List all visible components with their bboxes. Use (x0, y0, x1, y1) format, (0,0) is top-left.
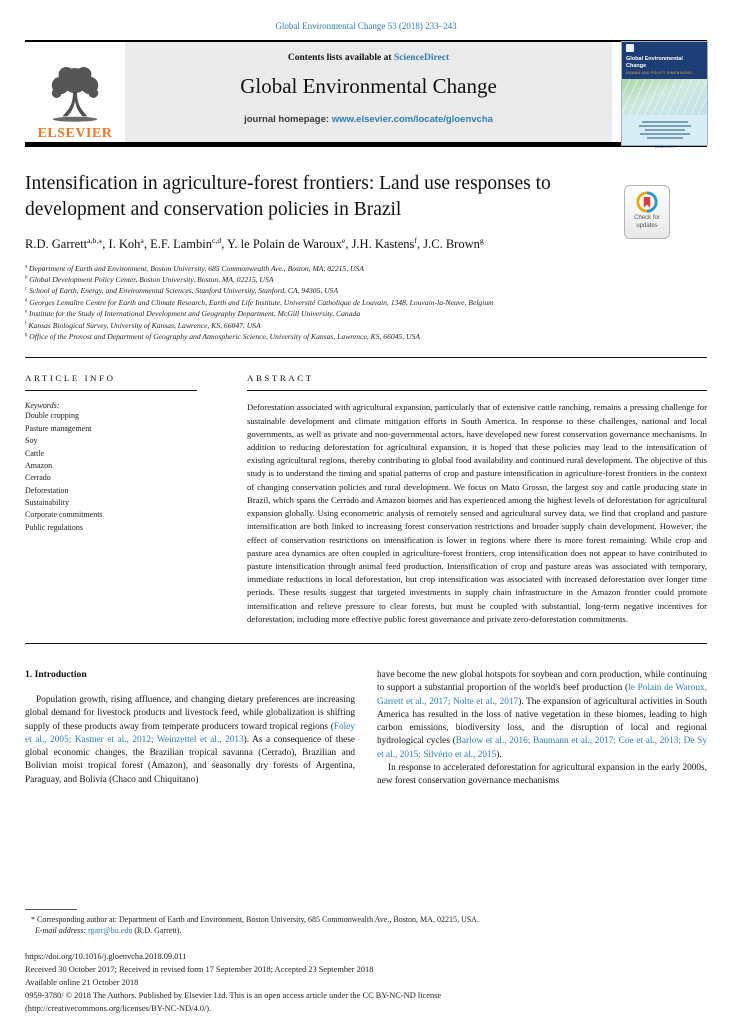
copyright-line: 0959-3780/ © 2018 The Authors. Published by Elsevier Ltd. This is an open access article under the CC BY-NC-ND license (25, 990, 442, 1000)
cover-artwork (622, 79, 707, 115)
crossmark-icon (636, 191, 658, 213)
article-info-heading: ARTICLE INFO (25, 373, 116, 384)
keyword: Cerrado (25, 473, 51, 483)
affiliation: $^f$ Kansas Biological Survey, University of Kansas, Lawrence, KS, 66047, USA (25, 320, 261, 330)
affiliation: $^e$ Institute for the Study of International Development and Geography Department, McGill University, Canada (25, 309, 361, 319)
article-info-rule (25, 390, 197, 391)
elsevier-wordmark: ELSEVIER (37, 126, 113, 141)
article-title: Intensification in agriculture-forest frontiers: Land use responses to development and conservation policies in Brazil (25, 173, 551, 221)
affiliation: $^c$ School of Earth, Energy, and Environmental Sciences, Stanford University, Stanford, CA, 94305, USA (25, 286, 339, 296)
keyword: Public regulations (25, 522, 83, 532)
introduction-paragraph: Population growth, rising affluence, and changing dietary preferences are increasing global demand for livestock products and livestock feed, while globalization is shifting supply of these products away from temperate producers toward tropical regions (Foley et al., 2005; Kastner et al., 2012; Weinzettel et al., 2013). As a consequence of these global economic changes, the Brazilian tropical savanna (Cerrado), Brazilian and Bolivian moist tropical forest (Amazon), and seasonally dry forests of Argentina, Paraguay, and Bolivia (Chaco and Chiquitano) (25, 695, 356, 785)
abstract-heading: ABSTRACT (247, 373, 314, 384)
check-badge-label: Check for updates (634, 215, 660, 229)
corresponding-author-note: * Corresponding author at: Department of Earth and Environment, Boston University, 685 Commonwealth Ave., Boston, MA, 02215, USA. (31, 914, 479, 924)
abstract-column (247, 373, 707, 626)
abstract-section-end-rule (25, 643, 707, 644)
introduction-paragraph: have become the new global hotspots for soybean and corn production, while continuing to support a substantial proportion of the world's beef production (le Polain de Waroux, Garrett et al., 2017; Nolte et al., 2017). The expansion of agricultural activities in South America has resulted in the loss of native vegetation in these biomes, leading to high carbon emissions, biodiversity loss, and the disruption of local and regional hydrological cycles (Barlow et al., 2016; Baumann et al., 2017; Coe et al., 2013; De Sy et al., 2015; Silvério et al., 2015). (377, 670, 708, 760)
body-left-column (25, 669, 355, 789)
affiliation: $^a$ Department of Earth and Environment, Boston University, 685 Commonwealth Ave., Boston, MA, 02215, USA (25, 263, 364, 273)
introduction-heading: 1. Introduction (25, 669, 87, 681)
received-dates-line: Received 30 October 2017; Received in revised form 17 September 2018; Accepted 23 September 2018 (25, 964, 374, 974)
page-footer (25, 909, 707, 1015)
journal-masthead (25, 40, 707, 147)
keyword: Double cropping (25, 411, 79, 421)
abstract-text: Deforestation associated with agricultural expansion, particularly that of extensive cattle ranching, remains a pressing challenge for sustainable development and climate mitigation efforts in South America. In response to these challenges, national and local governments, as well as private and non-governmental actors, have developed new forest conservation governance mechanisms. In addition to reducing deforestation for agricultural expansion, it is hoped that these policies may lead to the intensification of existing agricultural regions, thereby contributing to global food availability and continued rural development. The objective of this study is to understand the timing and spatial patterns of crop and pasture intensification in agriculture-forest frontiers in the context of changing conservation policies and rural development. We focus on Mato Grosso, the largest soy and cattle producing state in Brazil, which spans the Cerrado and Amazon biomes and has experienced among the highest levels of deforestation for agricultural expansion globally. Using econometric analysis of remotely sensed and agricultural survey data, we find that cropland and pasture intensification are both linked to increasing forest conservation restrictions and broader supply chain development. However, the effect of conservation restrictions on intensification is lower in regions where there is more forest remaining. While crop and pasture area dynamics are often coupled in agriculture-forest frontiers, crop intensification does not appear to have contributed to pasture intensification through animal feed production. Intensification of crop and pasture areas was associated with temporary, immediate reductions in local deforestation, but crop intensification was associated with increased deforestation over longer time periods. These results suggest that targeted investments in supply chain infrastructure in the Amazon frontier could promote intensification and relieve pressure to clear forests, but must be coupled with substantial, long-term negative incentives for deforestation, including more effective public forest governance and private zero-deforestation commitments. (247, 402, 707, 624)
sciencedirect-link[interactable]: ScienceDirect (393, 53, 450, 63)
check-for-updates-badge[interactable] (624, 185, 670, 239)
body-right-column (377, 669, 707, 789)
affiliation: $^d$ Georges Lemaître Centre for Earth and Climate Research, Earth and Life Institute, Université Catholique de Louvain, 1348, Louvain-la-Neuve, Belgium (25, 297, 494, 307)
cover-publisher: ELSEVIER (654, 144, 675, 149)
footnote-rule (25, 909, 77, 910)
title-section-rule (25, 357, 707, 358)
affiliation: $^g$ Office of the Provost and Department of Geography and Atmospheric Science, University of Kansas, Lawrence, KS, 66045, USA (25, 331, 420, 341)
journal-citation-header[interactable]: Global Environmental Change 53 (2018) 233–243 (275, 21, 457, 31)
keyword: Amazon (25, 460, 53, 470)
license-line: (http://creativecommons.org/licenses/BY-NC-ND/4.0/). (25, 1003, 212, 1013)
elsevier-logo (25, 42, 125, 142)
affiliations-block (25, 263, 707, 343)
cover-title: Global Environmental Change (626, 56, 683, 69)
cover-subtitle: HUMAN AND POLICY DIMENSIONS (626, 71, 692, 76)
email-address-line: E-mail address: rgarr@bu.edu (R.D. Garrett). (35, 926, 182, 936)
journal-homepage-link[interactable]: www.elsevier.com/locate/gloenvcha (331, 114, 493, 125)
cover-logo-icon (626, 44, 634, 52)
journal-title: Global Environmental Change (240, 74, 497, 98)
keywords-label: Keywords: (25, 401, 60, 411)
citation-link[interactable]: Foley et al., 2005; Kastner et al., 2012; Weinzettel et al., 2013 (25, 721, 355, 745)
keyword: Deforestation (25, 485, 69, 495)
citation-link[interactable]: Barlow et al., 2016; Baumann et al., 2017; Coe et al., 2013; De Sy et al., 2015; Silvério et al., 2015 (377, 736, 707, 760)
masthead-center-panel (125, 42, 612, 142)
introduction-paragraph: In response to accelerated deforestation for agricultural expansion in the early 2000s, new forest conservation governance mechanisms (377, 763, 707, 787)
masthead-bottom-rule (25, 142, 707, 147)
citation-link[interactable]: rgarr@bu.edu (88, 926, 133, 936)
affiliation: $^b$ Global Development Policy Center, Boston University, Boston, MA, 02215, USA (25, 275, 274, 285)
keyword: Soy (25, 436, 38, 446)
cover-text-lines (622, 115, 707, 149)
available-online-line: Available online 21 October 2018 (25, 977, 139, 987)
keyword: Sustainability (25, 498, 69, 508)
doi-link[interactable]: https://doi.org/10.1016/j.gloenvcha.2018.09.011 (25, 951, 187, 961)
keyword: Corporate commitments (25, 510, 103, 520)
keyword: Pasture management (25, 423, 92, 433)
elsevier-tree-icon (46, 66, 104, 128)
author-list: R.D. Garrett$^{a,b,⁎}$, I. Koh$^a$, E.F. Lambin$^{c,d}$, Y. le Polain de Waroux$^e$, J.H. Kastens$^f$, J.C. Brown$^g$ (25, 235, 484, 251)
article-info-column (25, 373, 197, 626)
abstract-rule (247, 390, 707, 391)
contents-lists-text: Contents lists available at (287, 53, 394, 63)
citation-link[interactable]: le Polain de Waroux, Garrett et al., 2017; Nolte et al., 2017 (377, 683, 708, 707)
journal-cover-thumbnail (622, 42, 707, 149)
keyword: Cattle (25, 448, 45, 458)
homepage-label: journal homepage: (244, 114, 332, 125)
